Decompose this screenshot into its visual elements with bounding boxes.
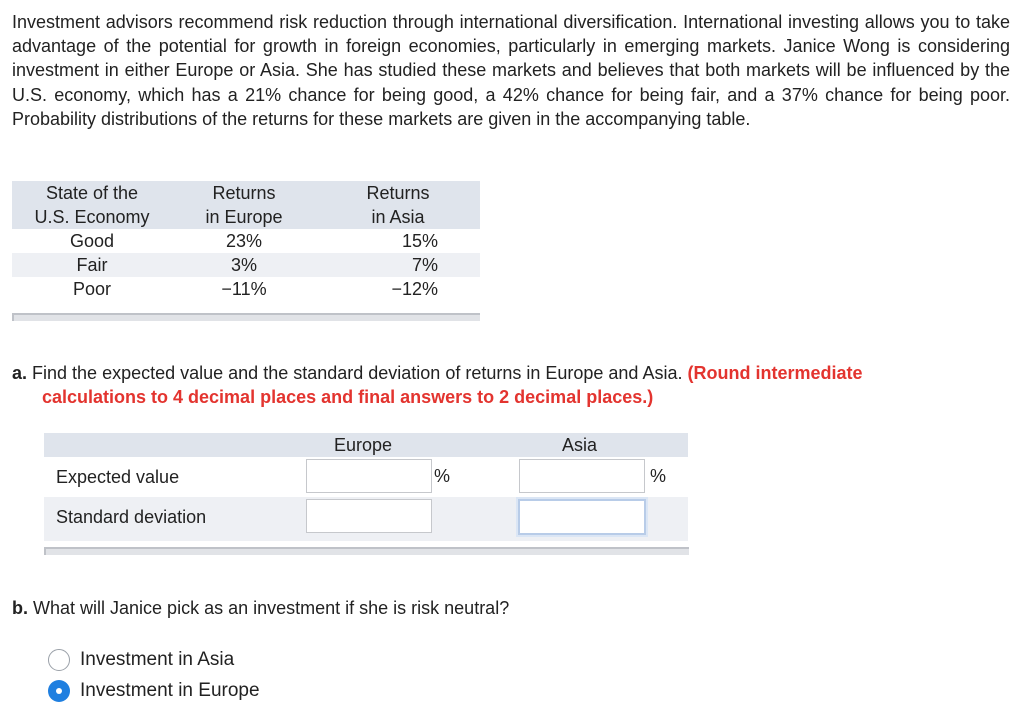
europe-std-dev-input[interactable] <box>306 499 432 533</box>
asia-std-dev-input[interactable] <box>518 499 646 535</box>
table-row <box>12 229 480 253</box>
header-state-line1: State of the <box>45 183 139 203</box>
europe-expected-value-input[interactable] <box>306 459 432 493</box>
state-cell: Good <box>69 231 115 251</box>
asia-return-value: 15% <box>401 231 438 251</box>
header-asia <box>316 181 480 229</box>
returns-table-footer-bar <box>12 313 480 321</box>
europe-percent-sign: % <box>434 466 451 486</box>
europe-return-cell: 23% <box>225 231 263 251</box>
answer-table-footer-bar <box>44 547 689 555</box>
rounding-note-1: (Round intermediate <box>687 363 863 383</box>
rounding-note-2: calculations to 4 decimal places and final answers to 2 decimal places.) <box>42 387 654 407</box>
asia-return-cell <box>316 229 480 253</box>
standard-deviation-row <box>44 497 688 541</box>
asia-percent-sign: % <box>650 466 667 486</box>
header-europe <box>172 181 316 229</box>
header-asia-line2: in Asia <box>371 207 425 227</box>
state-cell: Poor <box>72 279 112 299</box>
column-europe: Europe <box>334 435 393 455</box>
table-row <box>12 277 480 301</box>
column-asia: Asia <box>562 435 598 455</box>
part-b-label: b. <box>12 598 28 618</box>
header-europe-line1: Returns <box>212 183 276 203</box>
asia-return-value: 7% <box>411 255 438 275</box>
asia-expected-value-input[interactable] <box>519 459 645 493</box>
table-row <box>12 253 480 277</box>
header-state <box>12 181 172 229</box>
radio-selected-icon[interactable] <box>48 680 70 702</box>
part-a-line2 <box>12 385 1012 409</box>
problem-intro: Investment advisors recommend risk reduction through international diversification. International investing allows you to take advantage of the potential for growth in foreign economies, particularly in emerging markets. Janice Wong is considering investment in either Europe or Asia. She has studied these markets and believes that both markets will be influenced by the U.S. economy, which has a 21% chance for being good, a 42% chance for being fair, and a 37% chance for being poor. Probability distributions of the returns for these markets are given in the accompanying table. <box>12 12 1010 129</box>
part-a-text: Find the expected value and the standard deviation of returns in Europe and Asia. <box>32 363 683 383</box>
header-state-line2: U.S. Economy <box>34 207 150 227</box>
option-label: Investment in Asia <box>80 649 235 670</box>
asia-return-cell <box>316 253 480 277</box>
returns-table-header-row <box>12 181 480 229</box>
expected-value-label: Expected value <box>56 467 180 487</box>
state-cell: Fair <box>76 255 108 275</box>
header-asia-line1: Returns <box>366 183 430 203</box>
radio-unselected-icon[interactable] <box>48 649 70 671</box>
returns-table <box>12 181 480 301</box>
answer-table <box>44 433 688 541</box>
asia-return-cell <box>316 277 480 301</box>
part-a-label: a. <box>12 363 28 383</box>
part-b-text: What will Janice pick as an investment if she is risk neutral? <box>33 598 510 618</box>
part-a-line1 <box>12 361 1012 385</box>
option-label: Investment in Europe <box>80 680 260 701</box>
answer-table-header <box>44 433 688 457</box>
standard-deviation-label: Standard deviation <box>56 507 207 527</box>
expected-value-row <box>44 457 688 497</box>
part-a-question <box>12 361 1012 409</box>
asia-return-value: −12% <box>391 279 438 299</box>
header-europe-line2: in Europe <box>205 207 283 227</box>
part-b-question <box>12 596 509 620</box>
europe-return-cell: 3% <box>230 255 257 275</box>
europe-return-cell: −11% <box>221 279 267 299</box>
